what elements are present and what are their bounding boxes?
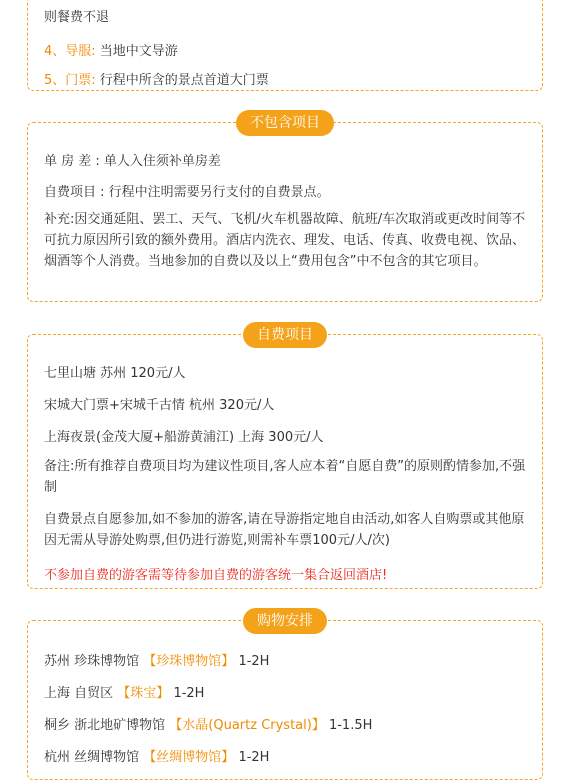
included-section-tail bbox=[27, 0, 543, 91]
tickets-text: 行程中所含的景点首道大门票 bbox=[99, 73, 269, 88]
guide-label: 4、导服: bbox=[44, 44, 96, 59]
supplement-text: 补充:因交通延阻、罢工、天气、飞机/火车机器故障、航班/车次取消或更改时间等不可抗力原因所引致的额外费用。酒店内洗衣、理发、电话、传真、收费电视、饮品、烟酒等个人消费。当地参加的自费以及以上“费用包含”中不包含的其它项目。 bbox=[44, 212, 526, 269]
shopping-time: 1-2H bbox=[173, 686, 205, 701]
optional-section bbox=[27, 327, 543, 589]
included-item-guide bbox=[44, 40, 528, 59]
included-item-tickets bbox=[44, 69, 528, 88]
single-room-text: 单 房 差 : 单人入住须补单房差 bbox=[44, 154, 221, 169]
shopping-time: 1-1.5H bbox=[328, 718, 373, 733]
tickets-label: 5、门票: bbox=[44, 73, 96, 88]
self-pay-text: 自费项目 : 行程中注明需要另行支付的自费景点。 bbox=[44, 185, 330, 200]
excluded-section-title: 不包含项目 bbox=[236, 110, 334, 136]
refund-tail-text: 则餐费不退 bbox=[44, 10, 110, 25]
shopping-place: 上海 自贸区 bbox=[44, 686, 114, 701]
optional-warning: 不参加自费的游客需等待参加自费的游客统一集合返回酒店! bbox=[44, 568, 388, 583]
shopping-item bbox=[44, 682, 528, 701]
shopping-product: 【水晶(Quartz Crystal)】 bbox=[169, 718, 325, 733]
optional-item: 七里山塘 苏州 120元/人 bbox=[44, 366, 186, 381]
optional-policy: 自费景点自愿参加,如不参加的游客,请在导游指定地自由活动,如客人自购票或其他原因无需从导游处购票,但仍进行游览,则需补车票100元/人/次) bbox=[44, 512, 525, 548]
shopping-item bbox=[44, 746, 528, 765]
optional-item: 上海夜景(金茂大厦+船游黄浦江) 上海 300元/人 bbox=[44, 430, 324, 445]
shopping-product: 【丝绸博物馆】 bbox=[143, 750, 235, 765]
excluded-section bbox=[27, 115, 543, 302]
shopping-time: 1-2H bbox=[238, 654, 270, 669]
shopping-time: 1-2H bbox=[238, 750, 270, 765]
shopping-product: 【珠宝】 bbox=[117, 686, 170, 701]
shopping-item bbox=[44, 650, 528, 669]
shopping-place: 杭州 丝绸博物馆 bbox=[44, 750, 140, 765]
shopping-section bbox=[27, 613, 543, 780]
shopping-place: 桐乡 浙北地矿博物馆 bbox=[44, 718, 166, 733]
optional-note: 备注:所有推荐自费项目均为建议性项目,客人应本着“自愿自费”的原则酌情参加,不强制 bbox=[44, 459, 526, 495]
shopping-item bbox=[44, 714, 528, 733]
shopping-product: 【珍珠博物馆】 bbox=[143, 654, 235, 669]
optional-section-title: 自费项目 bbox=[243, 322, 327, 348]
shopping-section-title: 购物安排 bbox=[243, 608, 327, 634]
optional-item: 宋城大门票+宋城千古情 杭州 320元/人 bbox=[44, 398, 275, 413]
shopping-place: 苏州 珍珠博物馆 bbox=[44, 654, 140, 669]
guide-text: 当地中文导游 bbox=[99, 44, 178, 59]
